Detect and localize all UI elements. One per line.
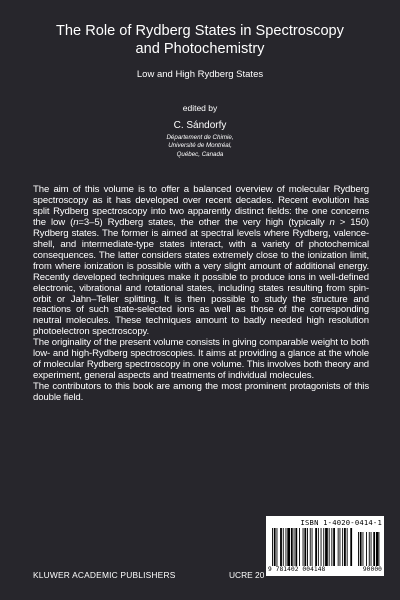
barcode-bar — [338, 528, 339, 566]
barcode-bar — [307, 528, 308, 566]
p1-n-symbol-1: n — [73, 216, 79, 228]
publisher-name: KLUWER ACADEMIC PUBLISHERS — [33, 570, 176, 580]
barcode-bar — [318, 528, 319, 566]
ean-main-digits: 9 781402 004148 — [268, 566, 326, 573]
barcode-bar — [310, 528, 311, 566]
barcode-bar — [287, 528, 290, 566]
barcode-addon-bar — [358, 532, 359, 566]
book-title-line-1: The Role of Rydberg States in Spectroscopy — [56, 23, 344, 39]
editor-name: C. Sándorfy — [173, 120, 227, 131]
barcode-bar — [277, 528, 278, 566]
barcode-bar — [323, 528, 324, 566]
barcode-bar — [315, 528, 317, 566]
book-description — [33, 185, 369, 404]
barcode-bar — [331, 528, 332, 566]
p1-text-a: The aim of this volume is to offer a balanced overview of molecular Rydberg spectroscopy as it has developed over recent decades. Recent evolution has split Rydberg spectroscopy into two apparently distinct fields: the one concerns the low ( — [33, 184, 369, 228]
barcode-addon-bar — [366, 532, 367, 566]
barcode-bars-graphic — [272, 528, 380, 566]
barcode-bar — [291, 528, 293, 566]
barcode-bar — [321, 528, 322, 566]
ean-digits — [268, 566, 382, 574]
barcode-addon-bar — [360, 532, 362, 566]
book-title — [20, 22, 380, 58]
book-title-line-2: and Photochemistry — [135, 41, 265, 57]
barcode-label — [266, 516, 384, 576]
affiliation-line-3: Québec, Canada — [176, 150, 224, 158]
ean-addon-digits: 90000 — [362, 566, 382, 573]
barcode-bar — [286, 528, 287, 566]
barcode-bar — [283, 528, 284, 566]
barcode-bar — [274, 528, 276, 566]
barcode-bar — [347, 528, 348, 566]
barcode-bar — [299, 528, 300, 566]
barcode-bar — [304, 528, 306, 566]
description-paragraph-2: The originality of the present volume consists in giving comparable weight to both low- and high-Rydberg spectroscopies. It aims at providing a glance at the whole of molecular Rydberg spectroscopy in one volume. This involves both theory and experiment, general aspects and treatments of individual molecules. — [33, 337, 369, 382]
description-paragraph-3: The contributors to this book are among the most prominent protagonists of this double field. — [33, 381, 369, 404]
barcode-bar — [294, 528, 295, 566]
barcode-bar — [295, 528, 297, 566]
barcode-addon-bar — [371, 532, 372, 566]
barcode-bar — [340, 528, 341, 566]
barcode-bar — [303, 528, 304, 566]
barcode-addon-bar — [369, 532, 370, 566]
barcode-bar — [272, 528, 273, 566]
barcode-addon-bar — [376, 532, 379, 566]
barcode-bar — [350, 528, 352, 566]
barcode-addon-bar — [373, 532, 375, 566]
barcode-bar — [329, 528, 330, 566]
description-paragraph-1 — [33, 185, 369, 338]
barcode-bar — [312, 528, 313, 566]
affiliation-line-2: Université de Montréal, — [168, 142, 232, 150]
barcode-bar — [333, 528, 335, 566]
barcode-bar — [344, 528, 346, 566]
p1-n-symbol-2: n — [329, 216, 335, 228]
affiliation-line-1: Département de Chimie, — [166, 134, 234, 141]
barcode-bar — [325, 528, 328, 566]
p1-text-b: =3–5) Rydberg states, the other the very high (typically — [78, 216, 330, 228]
book-subtitle: Low and High Rydberg States — [136, 69, 264, 80]
edited-by-label: edited by — [182, 103, 218, 113]
editor-affiliation — [20, 134, 380, 159]
barcode-bar — [280, 528, 282, 566]
barcode-bar — [342, 528, 343, 566]
barcode-addon-bar — [363, 532, 364, 566]
p1-text-c: > 150) Rydberg states. The former is aimed at spectral levels where Rydberg, valence-shell, and intermediate-type states interact, with a variety of photochemical consequences. The latter considers states extremely close to the ionization limit, from where ionization is possible with a very slight amount of additional energy. Recently developed techniques make it possible to produce ions in well-defined electronic, vibrational and rotational states, including states resulting from spin-orbit or Jahn–Teller splitting. It is then possible to study the structure and reactions of such state-selected ions as well as those of the corresponding neutral molecules. These techniques amount to badly needed high resolution photoelectron spectroscopy. — [33, 216, 369, 338]
isbn-number: ISBN 1-4020-0414-1 — [300, 518, 382, 527]
series-code: UCRE 20 — [229, 570, 265, 580]
